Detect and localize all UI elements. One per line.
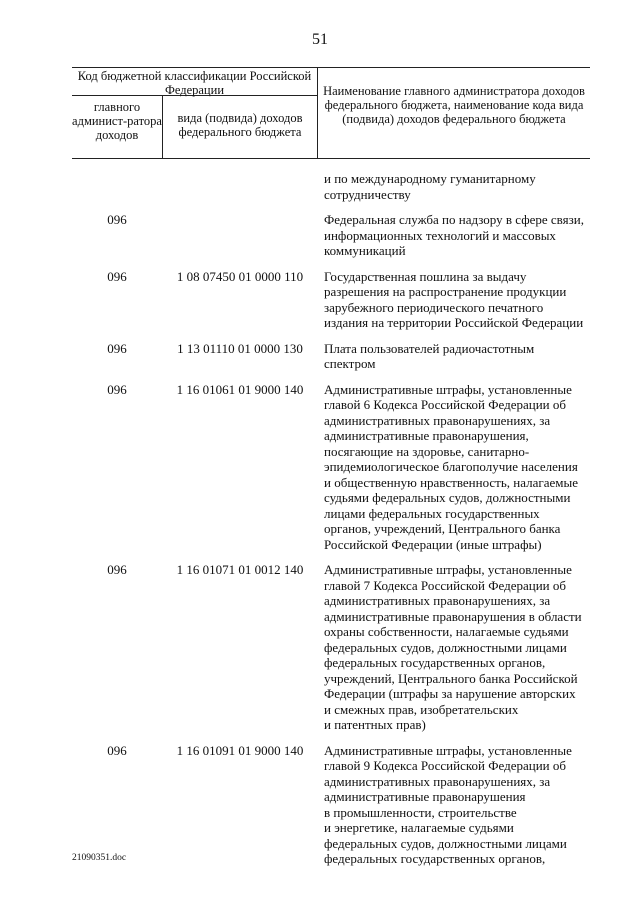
header-kind-column: вида (подвида) доходов федерального бюджета bbox=[177, 111, 303, 139]
name-line: коммуникаций bbox=[324, 243, 406, 258]
table-row bbox=[72, 171, 592, 202]
name-line: сотрудничеству bbox=[324, 186, 411, 202]
revenue-name bbox=[324, 382, 592, 553]
name-line: административные правонарушения, bbox=[324, 428, 529, 443]
name-line: главой 9 Кодекса Российской Федерации об bbox=[324, 758, 566, 773]
name-line: административные правонарушения bbox=[324, 789, 526, 804]
name-line: главой 7 Кодекса Российской Федерации об bbox=[324, 577, 566, 593]
name-line: Административные штрафы, установленные bbox=[324, 742, 572, 758]
name-line: федеральных государственных органов, bbox=[324, 655, 546, 670]
name-line: и общественную нравственность, налагаемые bbox=[324, 474, 578, 490]
header-top-rule bbox=[72, 67, 590, 68]
name-line: эпидемиологическое благополучие населения bbox=[324, 459, 578, 474]
revenue-code: 1 16 01071 01 0012 140 bbox=[176, 562, 304, 577]
admin-code: 096 bbox=[107, 268, 127, 284]
admin-code: 096 bbox=[107, 562, 127, 577]
header-bottom-rule bbox=[72, 158, 590, 159]
name-line: федеральных судов, должностными лицами bbox=[324, 835, 567, 851]
name-line: в промышленности, строительстве bbox=[324, 804, 517, 820]
table-body bbox=[72, 171, 592, 877]
table-row bbox=[72, 562, 592, 733]
name-line: Административные штрафы, установленные bbox=[324, 562, 572, 577]
revenue-code: 1 13 01110 01 0000 130 bbox=[177, 340, 303, 356]
header-code-group: Код бюджетной классификации Российской Федерации bbox=[77, 69, 312, 97]
name-line: спектром bbox=[324, 356, 376, 371]
header-admin-column: главного админист-ратора доходов bbox=[72, 100, 162, 142]
table-row bbox=[72, 743, 592, 867]
revenue-name bbox=[324, 743, 592, 867]
admin-code: 096 bbox=[107, 742, 127, 758]
name-line: Административные штрафы, установленные bbox=[324, 381, 572, 397]
table-header bbox=[72, 67, 590, 159]
name-line: судьями федеральных судов, должностными bbox=[324, 490, 571, 505]
name-line: административных правонарушениях, за bbox=[324, 593, 551, 608]
name-line: федеральных государственных органов, bbox=[324, 851, 546, 866]
name-line: Федерации (штрафы за нарушение авторских bbox=[324, 686, 576, 701]
table-row bbox=[72, 212, 592, 259]
table-row bbox=[72, 341, 592, 372]
name-line: лицами федеральных государственных bbox=[324, 505, 540, 521]
name-line: Плата пользователей радиочастотным bbox=[324, 340, 535, 356]
header-name-column: Наименование главного администратора доходов федерального бюджета, наименование кода вида (подвида) доходов федерального бюджета bbox=[323, 84, 585, 126]
name-line: и энергетике, налагаемые судьями bbox=[324, 820, 514, 835]
table-row bbox=[72, 269, 592, 331]
name-line: разрешения на распространение продукции bbox=[324, 284, 567, 299]
revenue-name bbox=[324, 212, 592, 259]
admin-code: 096 bbox=[107, 212, 127, 227]
revenue-code: 1 08 07450 01 0000 110 bbox=[176, 268, 304, 284]
name-line: главой 6 Кодекса Российской Федерации об bbox=[324, 397, 566, 412]
name-line: Государственная пошлина за выдачу bbox=[324, 268, 527, 284]
revenue-name bbox=[324, 341, 592, 372]
name-line: учреждений, Центрального банка Российской bbox=[324, 670, 578, 686]
admin-code: 096 bbox=[107, 340, 127, 356]
admin-code: 096 bbox=[107, 381, 127, 397]
name-line: и по международному гуманитарному bbox=[324, 171, 536, 186]
page-number: 51 bbox=[312, 31, 328, 48]
name-line: охраны собственности, налагаемые судьями bbox=[324, 624, 569, 639]
table-row bbox=[72, 382, 592, 553]
name-line: и патентных прав) bbox=[324, 717, 426, 732]
name-line: информационных технологий и массовых bbox=[324, 227, 556, 243]
revenue-code: 1 16 01091 01 9000 140 bbox=[176, 742, 304, 758]
name-line: административных правонарушениях, за bbox=[324, 412, 551, 428]
revenue-name bbox=[324, 562, 592, 733]
name-line: и смежных прав, изобретательских bbox=[324, 701, 519, 717]
name-line: посягающие на здоровье, санитарно- bbox=[324, 443, 530, 459]
name-line: зарубежного периодического печатного bbox=[324, 299, 544, 315]
document-reference: 21090351.doc bbox=[72, 853, 127, 863]
revenue-code: 1 16 01061 01 9000 140 bbox=[176, 381, 304, 397]
name-line: Федеральная служба по надзору в сфере связи, bbox=[324, 212, 584, 227]
name-line: административные правонарушения в области bbox=[324, 608, 582, 624]
name-line: Российской Федерации (иные штрафы) bbox=[324, 536, 542, 552]
name-line: федеральных судов, должностными лицами bbox=[324, 639, 567, 655]
name-line: административных правонарушениях, за bbox=[324, 773, 551, 789]
revenue-name bbox=[324, 171, 592, 202]
name-line: издания на территории Российской Федерации bbox=[324, 315, 584, 330]
revenue-name bbox=[324, 269, 592, 331]
name-line: органов, учреждений, Центрального банка bbox=[324, 521, 561, 536]
